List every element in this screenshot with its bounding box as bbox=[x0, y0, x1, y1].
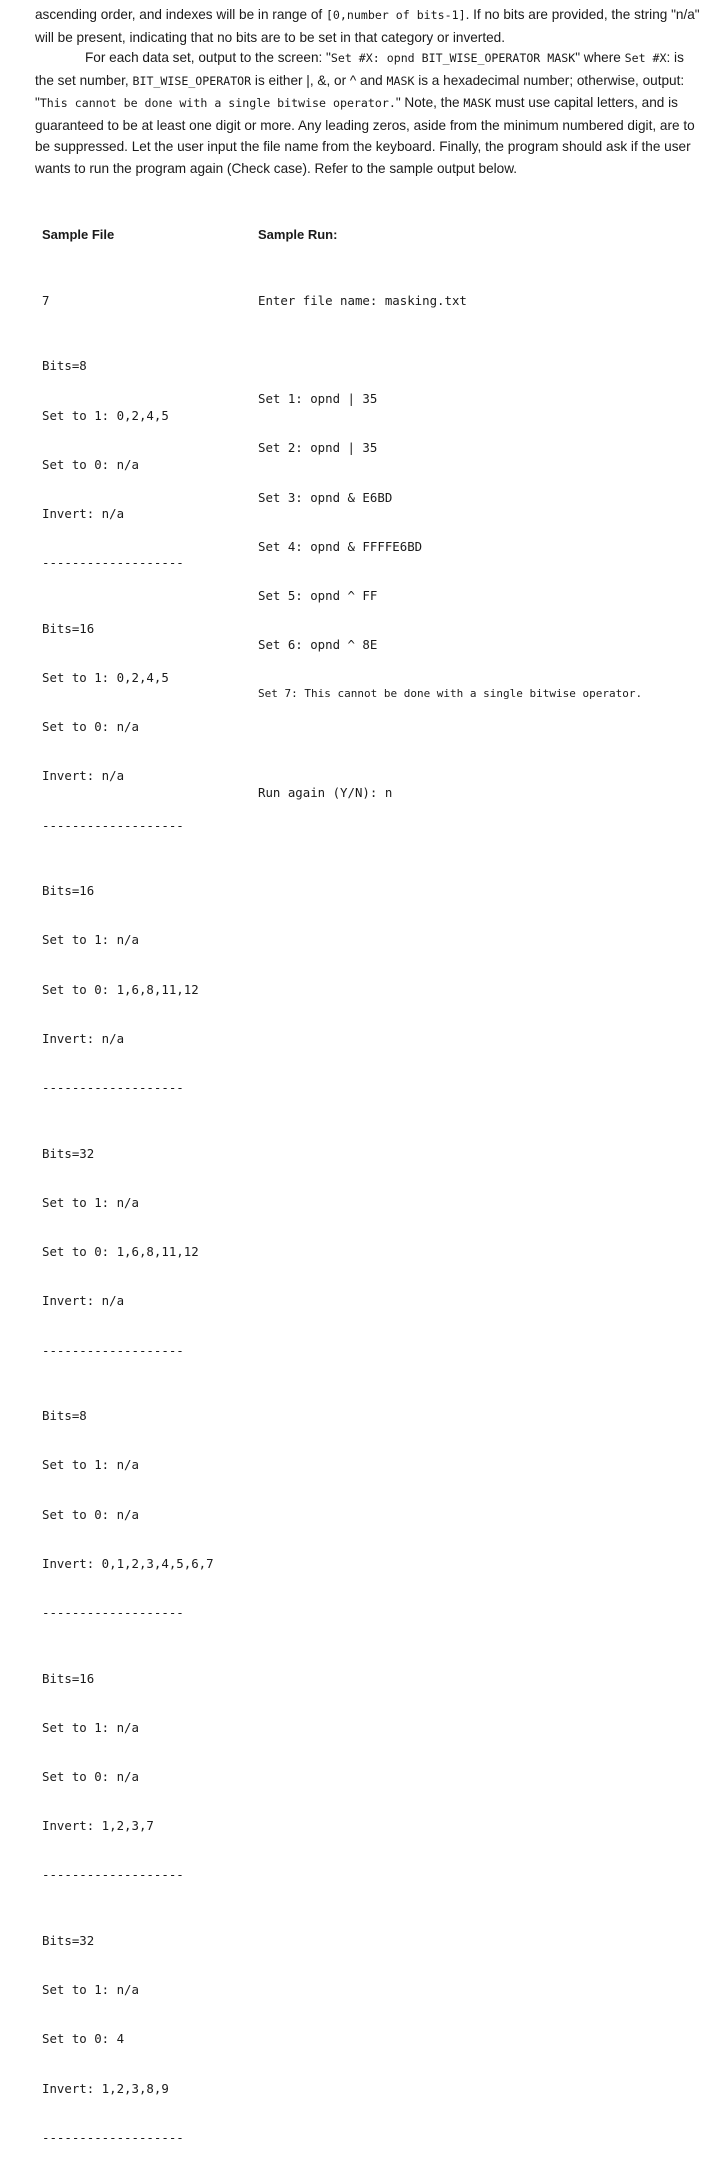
set-to-0-line: Set to 0: n/a bbox=[42, 1768, 139, 1784]
set-to-0-line: Set to 0: n/a bbox=[42, 719, 139, 735]
invert-line: Invert: n/a bbox=[42, 1030, 125, 1046]
result-line: Set 1: opnd | 35 bbox=[258, 391, 378, 407]
blank-line bbox=[258, 736, 642, 752]
result-line: Set 3: opnd & E6BD bbox=[258, 489, 393, 505]
sample-file-heading: Sample File bbox=[42, 227, 115, 242]
set-to-0-line: Set to 0: n/a bbox=[42, 456, 139, 472]
sample-run-output bbox=[258, 260, 642, 818]
set-to-0-line: Set to 0: 4 bbox=[42, 2031, 125, 2047]
text-span: ascending order, and indexes will be in range of bbox=[35, 7, 326, 22]
invert-line: Invert: 1,2,3,7 bbox=[42, 1818, 154, 1834]
bits-line: Bits=8 bbox=[42, 1408, 87, 1424]
text-span: is either |, &, or ^ and bbox=[251, 72, 387, 88]
set-to-0-line: Set to 0: 1,6,8,11,12 bbox=[42, 1244, 199, 1260]
result-line: Set 4: opnd & FFFFE6BD bbox=[258, 538, 423, 554]
set-to-1-line: Set to 1: n/a bbox=[42, 1457, 139, 1473]
bits-line: Bits=16 bbox=[42, 1670, 95, 1686]
bits-line: Bits=16 bbox=[42, 620, 95, 636]
set-to-1-line: Set to 1: n/a bbox=[42, 932, 139, 948]
text-span: : is the set number, bbox=[35, 50, 684, 88]
inline-code: Set #X bbox=[624, 51, 667, 65]
separator-line: ------------------- bbox=[42, 1604, 184, 1620]
inline-code: Set #X: opnd BIT_WISE_OPERATOR MASK bbox=[330, 51, 576, 65]
intro-paragraph-2 bbox=[35, 47, 700, 179]
separator-line: ------------------- bbox=[42, 555, 184, 571]
inline-code: MASK bbox=[386, 73, 415, 88]
set-to-1-line: Set to 1: n/a bbox=[42, 1194, 139, 1210]
text-span: " Note, the bbox=[395, 95, 464, 110]
text-span: must use capital letters, and is guaranteed to be at least one digit or more. Any leading zeros, aside from the minimum numbered digit, are to be suppressed. Let the user input the file name from the keyboard. Finally, the program should ask if the user wants to run the program again (Check case). Refer to the sample output below. bbox=[35, 95, 695, 176]
text-span: " where bbox=[575, 50, 625, 65]
inline-code: BIT_WISE_OPERATOR bbox=[132, 73, 252, 88]
bits-line: Bits=8 bbox=[42, 358, 87, 374]
set-to-1-line: Set to 1: n/a bbox=[42, 1719, 139, 1735]
set-to-0-line: Set to 0: n/a bbox=[42, 1506, 139, 1522]
text-span: . If no bits are provided, the string "n/a" will be present, indicating that no bits are to be set in that category or inverted. bbox=[35, 7, 700, 45]
invert-line: Invert: n/a bbox=[42, 768, 125, 784]
blank-line bbox=[258, 342, 642, 358]
file-name-prompt: Enter file name: masking.txt bbox=[258, 292, 467, 308]
separator-line: ------------------- bbox=[42, 1867, 184, 1883]
set-to-1-line: Set to 1: 0,2,4,5 bbox=[42, 407, 169, 423]
separator-line: ------------------- bbox=[42, 1080, 184, 1096]
result-line: Set 7: This cannot be done with a single bitwise operator. bbox=[258, 687, 643, 701]
result-line: Set 5: opnd ^ FF bbox=[258, 588, 378, 604]
invert-line: Invert: 0,1,2,3,4,5,6,7 bbox=[42, 1555, 214, 1571]
sample-file-listing bbox=[42, 260, 214, 2163]
inline-code: [0,number of bits-1] bbox=[325, 8, 466, 22]
text-span: For each data set, output to the screen: " bbox=[85, 50, 331, 65]
set-to-0-line: Set to 0: 1,6,8,11,12 bbox=[42, 981, 199, 997]
invert-line: Invert: n/a bbox=[42, 1293, 125, 1309]
intro-paragraph-1 bbox=[35, 4, 700, 48]
data-set-count: 7 bbox=[42, 292, 50, 308]
bits-line: Bits=32 bbox=[42, 1145, 95, 1161]
bits-line: Bits=16 bbox=[42, 883, 95, 899]
result-line: Set 6: opnd ^ 8E bbox=[258, 637, 378, 653]
sample-run-heading: Sample Run: bbox=[258, 227, 338, 242]
bits-line: Bits=32 bbox=[42, 1932, 95, 1948]
separator-line: ------------------- bbox=[42, 2129, 184, 2145]
inline-code: MASK bbox=[463, 96, 492, 110]
set-to-1-line: Set to 1: n/a bbox=[42, 1982, 139, 1998]
run-again-prompt: Run again (Y/N): n bbox=[258, 784, 393, 800]
text-span: is a hexadecimal number; otherwise, output: " bbox=[35, 72, 685, 110]
inline-code: This cannot be done with a single bitwise operator. bbox=[39, 96, 396, 110]
invert-line: Invert: 1,2,3,8,9 bbox=[42, 2080, 169, 2096]
invert-line: Invert: n/a bbox=[42, 506, 125, 522]
set-to-1-line: Set to 1: 0,2,4,5 bbox=[42, 670, 169, 686]
result-line: Set 2: opnd | 35 bbox=[258, 440, 378, 456]
separator-line: ------------------- bbox=[42, 1342, 184, 1358]
separator-line: ------------------- bbox=[42, 817, 184, 833]
